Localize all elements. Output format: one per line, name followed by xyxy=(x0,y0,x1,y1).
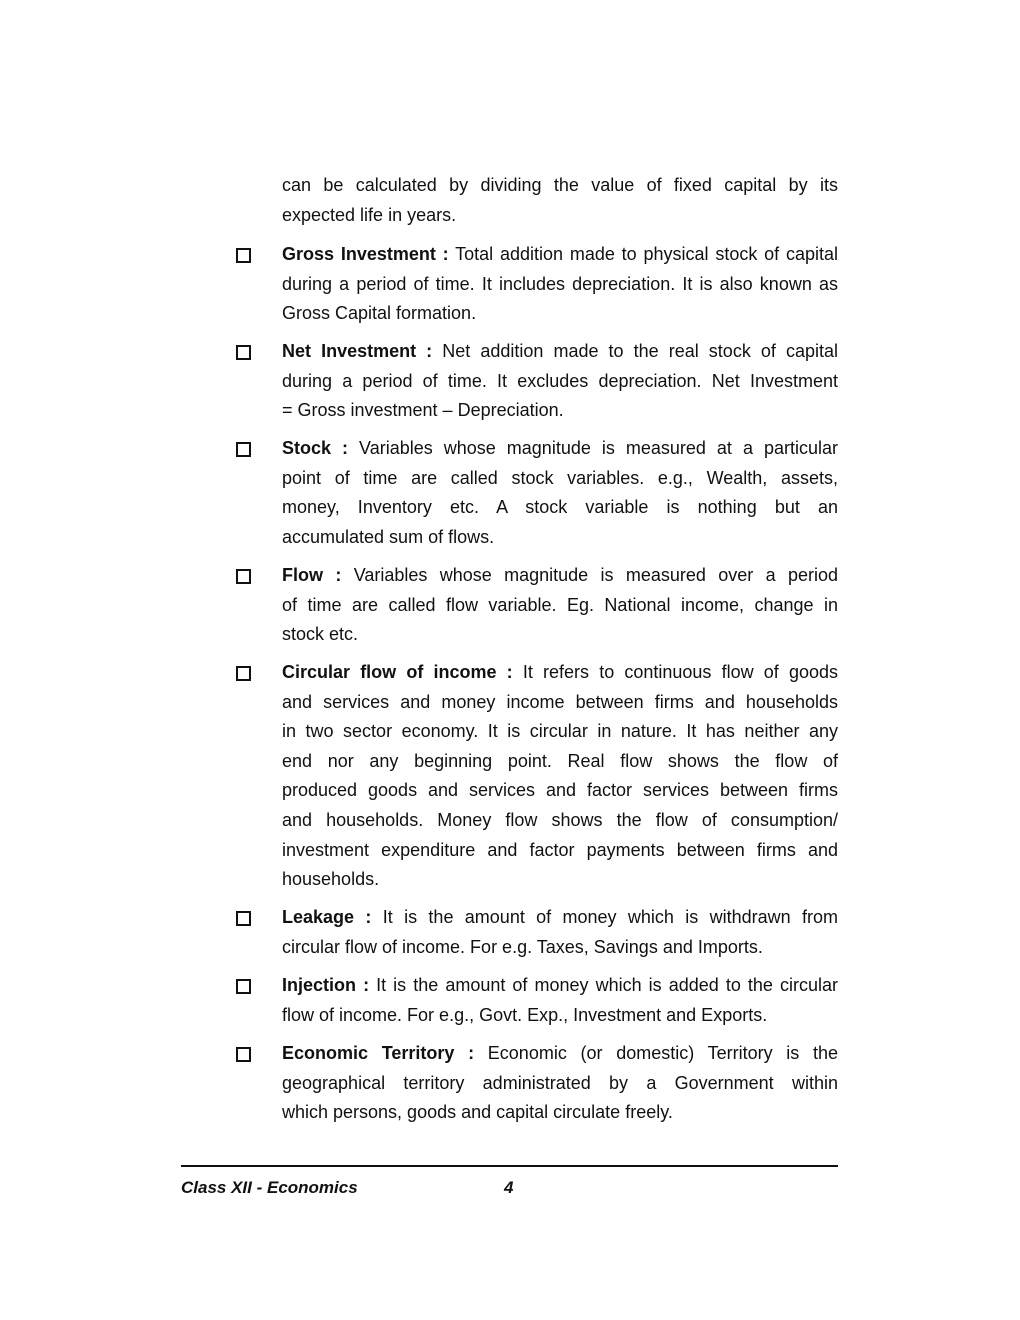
definition-term: Injection : xyxy=(282,975,370,995)
definition-item xyxy=(282,337,838,426)
checkbox-bullet-icon xyxy=(236,666,251,681)
text-line: stock etc. xyxy=(282,624,359,645)
text-line xyxy=(282,337,838,367)
text-line: point of time are called stock variables. e.g., Wealth, assets, xyxy=(282,467,838,488)
text-line xyxy=(282,240,838,270)
footer-title: Class XII - Economics xyxy=(181,1178,358,1197)
definition-item xyxy=(282,658,838,895)
definition-item xyxy=(282,561,838,650)
footer-divider xyxy=(181,1165,838,1167)
definition-item xyxy=(282,240,838,329)
text-line xyxy=(282,434,838,464)
checkbox-bullet-icon xyxy=(236,345,251,360)
checkbox-bullet-icon xyxy=(236,979,251,994)
text-line: can be calculated by dividing the value of fixed capital by its xyxy=(282,175,838,195)
text-line: expected life in years. xyxy=(282,204,457,225)
text-line xyxy=(282,903,838,933)
text-line: in two sector economy. It is circular in nature. It has neither any xyxy=(282,721,838,742)
definition-item xyxy=(282,903,838,962)
text-line: produced goods and services and factor services between firms xyxy=(282,780,838,801)
text-line: households. xyxy=(282,869,380,890)
text-line: of time are called flow variable. Eg. National income, change in xyxy=(282,594,838,615)
definition-item xyxy=(282,434,838,552)
text-line: and services and money income between firms and households xyxy=(282,691,838,712)
definition-term: Economic Territory : xyxy=(282,1043,475,1063)
page-number: 4 xyxy=(504,1178,514,1197)
definition-term: Net Investment : xyxy=(282,341,433,361)
definition-item xyxy=(282,1039,838,1128)
definition-text: Variables whose magnitude is measured at a particular xyxy=(348,438,838,458)
checkbox-bullet-icon xyxy=(236,248,251,263)
text-line: money, Inventory etc. A stock variable is nothing but an xyxy=(282,497,838,518)
text-line: flow of income. For e.g., Govt. Exp., Investment and Exports. xyxy=(282,1004,768,1025)
definition-term: Gross Investment : xyxy=(282,244,449,264)
definition-term: Circular flow of income : xyxy=(282,662,513,682)
definition-text: It is the amount of money which is added to the circular xyxy=(369,975,838,995)
definition-text: Economic (or domestic) Territory is the xyxy=(474,1043,838,1063)
definition-text: Total addition made to physical stock of capital xyxy=(448,244,839,264)
text-line: geographical territory administrated by a Government within xyxy=(282,1072,838,1093)
text-line: end nor any beginning point. Real flow shows the flow of xyxy=(282,750,838,771)
text-line: Gross Capital formation. xyxy=(282,303,477,324)
text-line: investment expenditure and factor payments between firms and xyxy=(282,839,838,860)
text-line: during a period of time. It includes depreciation. It is also known as xyxy=(282,273,838,294)
definition-text: Variables whose magnitude is measured over a period xyxy=(341,565,838,585)
definition-term: Stock : xyxy=(282,438,349,458)
checkbox-bullet-icon xyxy=(236,569,251,584)
checkbox-bullet-icon xyxy=(236,442,251,457)
text-line xyxy=(282,971,838,1001)
text-line: during a period of time. It excludes depreciation. Net Investment xyxy=(282,370,838,391)
definition-item xyxy=(282,971,838,1030)
definition-text: It is the amount of money which is withdrawn from xyxy=(371,907,838,927)
text-line: and households. Money flow shows the flow of consumption/ xyxy=(282,809,838,830)
definition-term: Flow : xyxy=(282,565,342,585)
text-line: accumulated sum of flows. xyxy=(282,526,495,547)
text-line: which persons, goods and capital circulate freely. xyxy=(282,1102,673,1123)
definition-term: Leakage : xyxy=(282,907,372,927)
text-line: circular flow of income. For e.g. Taxes, Savings and Imports. xyxy=(282,936,763,957)
text-line xyxy=(282,658,838,688)
checkbox-bullet-icon xyxy=(236,911,251,926)
text-line xyxy=(282,561,838,591)
definition-text: Net addition made to the real stock of capital xyxy=(432,341,839,361)
definition-text: It refers to continuous flow of goods xyxy=(512,662,838,682)
text-line xyxy=(282,1039,838,1069)
intro-paragraph xyxy=(282,171,838,230)
checkbox-bullet-icon xyxy=(236,1047,251,1062)
text-line: = Gross investment – Depreciation. xyxy=(282,400,564,421)
